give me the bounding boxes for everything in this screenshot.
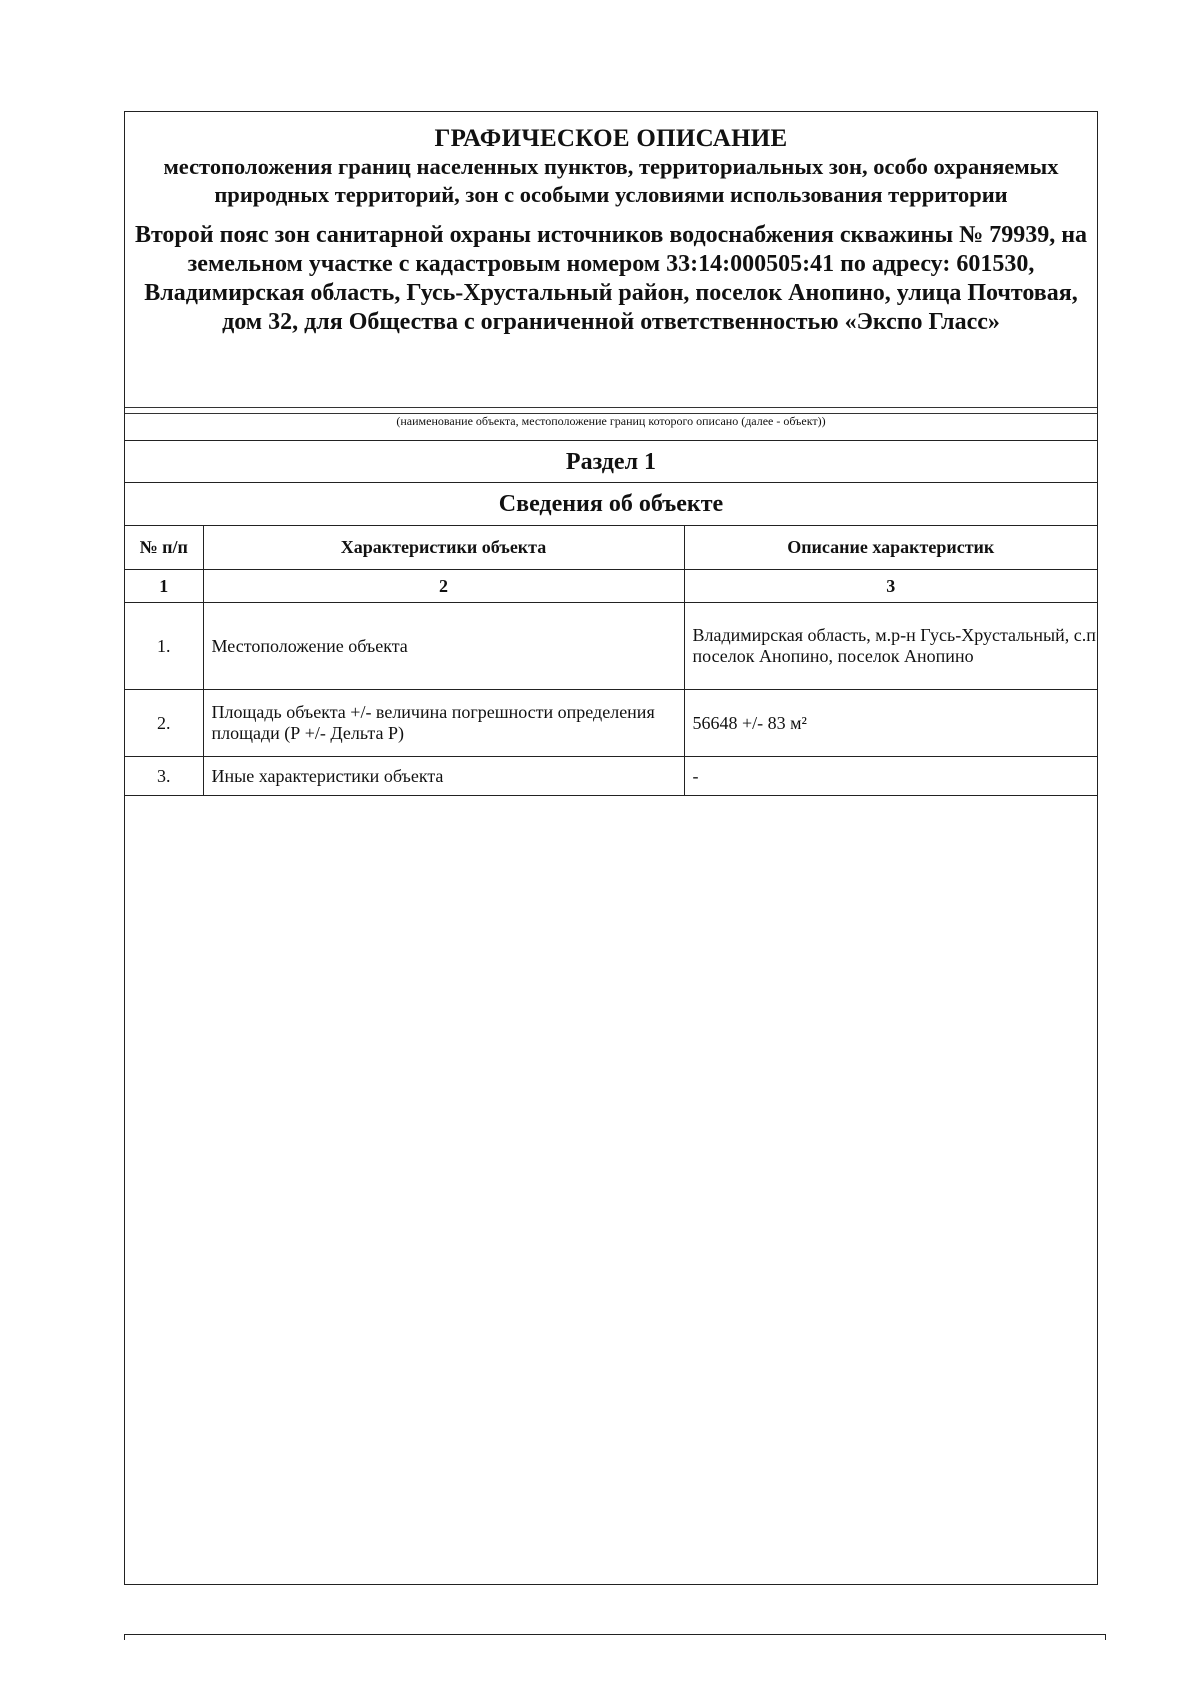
document-subtitle: местоположения границ населенных пунктов, территориальных зон, особо охраняемых природных территорий, зон с особыми условиями использования территории [163,154,1059,207]
section-title: Сведения об объекте [125,482,1097,525]
document-heading [125,112,1097,408]
row-description: 56648 +/- 83 м² [684,690,1097,757]
header-characteristic: Характеристики объекта [203,526,684,570]
row-number: 1. [125,603,203,690]
column-number: 2 [203,570,684,603]
object-attributes-table [125,525,1097,796]
section-label: Раздел 1 [125,440,1097,482]
row-description: - [684,757,1097,796]
table-row [125,690,1097,757]
object-name: Второй пояс зон санитарной охраны источников водоснабжения скважины № 79939, на земельном участке с кадастровым номером 33:14:000505:41 по адресу: 601530, Владимирская область, Гусь-Хрустальный район, поселок Анопино, улица Почтовая, дом 32, для Общества с ограниченной ответственностью «Экспо Гласс» [134,222,1088,335]
row-characteristic: Площадь объекта +/- величина погрешности определения площади (Р +/- Дельта Р) [203,690,684,757]
header-number: № п/п [125,526,203,570]
bottom-rule-line [124,1634,1106,1635]
bottom-rule [124,1634,1106,1642]
bottom-rule-tick-right [1105,1634,1106,1640]
table-row [125,757,1097,796]
object-caption: (наименование объекта, местоположение границ которого описано (далее - объект)) [396,414,826,428]
row-characteristic: Местоположение объекта [203,603,684,690]
row-description: Владимирская область, м.р-н Гусь-Хрустальный, с.п поселок Анопино, поселок Анопино [684,603,1097,690]
object-caption-row [125,407,1097,440]
bottom-rule-tick-left [124,1634,125,1640]
row-number: 3. [125,757,203,796]
document-frame [124,111,1098,1585]
header-description: Описание характеристик [684,526,1097,570]
column-number-row [125,570,1097,603]
column-number: 3 [684,570,1097,603]
column-number: 1 [125,570,203,603]
table-row [125,603,1097,690]
table-header-row [125,526,1097,570]
row-characteristic: Иные характеристики объекта [203,757,684,796]
document-title: ГРАФИЧЕСКОЕ ОПИСАНИЕ [434,125,788,152]
row-number: 2. [125,690,203,757]
